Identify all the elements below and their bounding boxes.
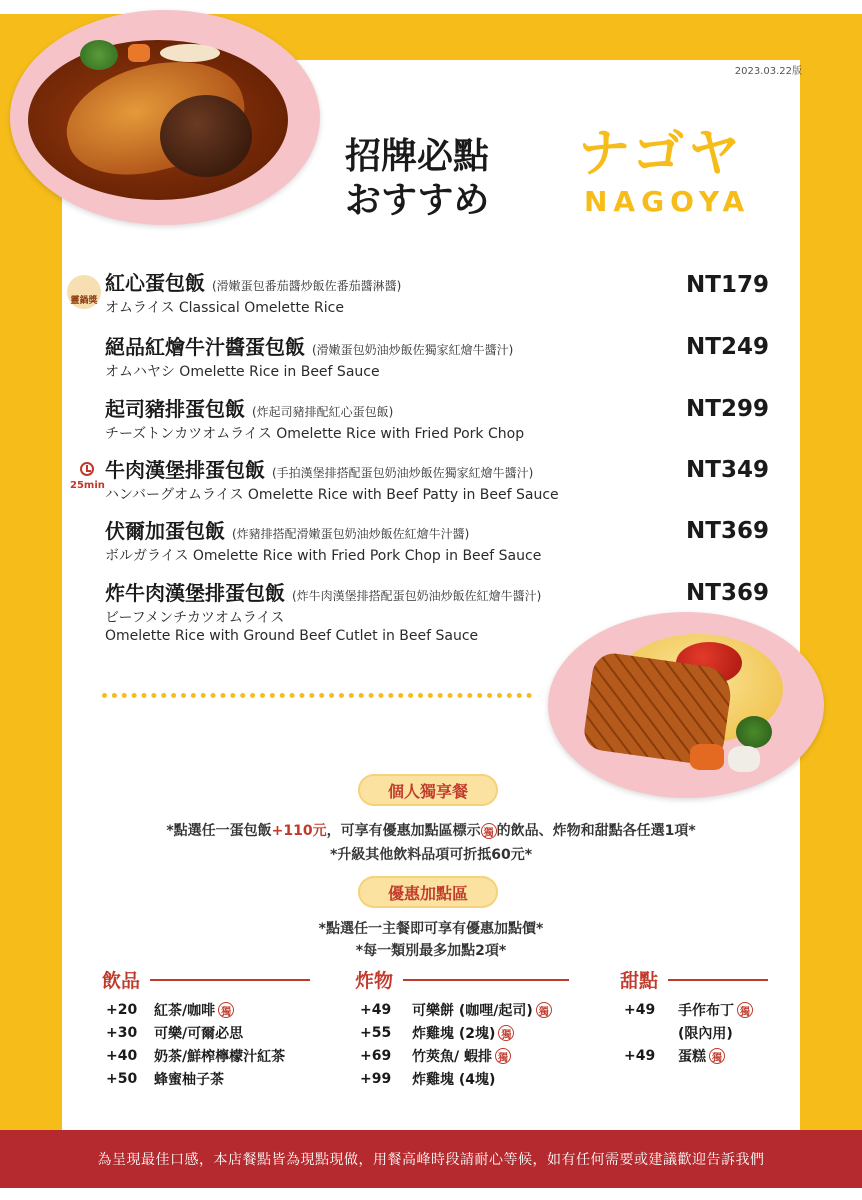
category-title: 甜點 (620, 970, 659, 992)
note-text: 的飲品、炸物和甜點各任選1項* (496, 823, 696, 839)
menu-item-price: NT299 (686, 396, 769, 422)
broccoli-shape (736, 716, 772, 748)
patty-shape (160, 95, 252, 177)
exclusive-mark-icon: 獨 (536, 1002, 552, 1018)
page-title (345, 135, 489, 223)
category-rule (668, 979, 768, 981)
category-heading-fried (355, 966, 569, 993)
menu-item-name: 起司豬排蛋包飯 (105, 397, 245, 421)
addon-name: 蛋糕 (678, 1049, 706, 1065)
addon-price: +50 (106, 1071, 138, 1087)
addon-note: *點選任一主餐即可享有優惠加點價* (318, 921, 544, 937)
carrot-shape (128, 44, 150, 62)
addon-row (106, 1023, 243, 1043)
addon-row (106, 1046, 285, 1066)
addon-price: +49 (360, 1002, 392, 1018)
menu-item (105, 457, 665, 504)
menu-item-price: NT179 (686, 272, 769, 298)
menu-item-desc: (滑嫩蛋包奶油炒飯佐獨家紅燴牛醬汁) (311, 343, 514, 357)
menu-item-desc: (炸豬排搭配滑嫩蛋包奶油炒飯佐紅燴牛汁醬) (231, 527, 470, 541)
addon-price: +55 (360, 1025, 392, 1041)
category-heading-dessert (620, 966, 768, 993)
addon-row (360, 1023, 514, 1043)
addon-name: 炸雞塊 (4塊) (412, 1072, 496, 1088)
logo-latin: NAGOYA (584, 185, 751, 218)
exclusive-mark-icon: 獨 (737, 1002, 753, 1018)
category-title: 炸物 (355, 970, 394, 992)
menu-item-price: NT369 (686, 580, 769, 606)
version-label: 2023.03.22版 (734, 66, 802, 77)
personal-set-note-2: *升級其他飲料品項可折抵60元* (329, 847, 533, 863)
addon-name: 蜂蜜柚子茶 (154, 1072, 224, 1088)
exclusive-mark-icon: 獨 (495, 1048, 511, 1064)
menu-item-name: 牛肉漢堡排蛋包飯 (105, 458, 265, 482)
addon-name: 奶茶/鮮榨檸檬汁紅茶 (154, 1049, 286, 1065)
menu-item-subtitle: オムハヤシ Omelette Rice in Beef Sauce (105, 364, 380, 380)
menu-item-subtitle: チーズトンカツオムライス Omelette Rice with Fried Pork Chop (105, 426, 525, 442)
omelette-hamburg-photo (10, 10, 320, 225)
logo-kana: ナゴヤ (578, 124, 744, 184)
addon-row (624, 1000, 753, 1020)
menu-item (105, 270, 665, 317)
addon-row (624, 1046, 725, 1066)
cook-time-label: 25min (70, 480, 105, 491)
menu-item-subtitle: ビーフメンチカツオムライス (105, 610, 285, 626)
menu-item-desc: (滑嫩蛋包番茄醬炒飯佐番茄醬淋醬) (211, 279, 402, 293)
addon-row (360, 1000, 552, 1020)
menu-item-name: 伏爾加蛋包飯 (105, 519, 225, 543)
addon-name: 手作布丁 (678, 1003, 734, 1019)
menu-item-price: NT249 (686, 334, 769, 360)
addon-price: +49 (624, 1002, 656, 1018)
addon-note-2: *每一類別最多加點2項* (355, 943, 507, 959)
menu-item-subtitle: オムライス Classical Omelette Rice (105, 300, 344, 316)
dotted-divider (102, 693, 532, 698)
menu-item-name: 紅心蛋包飯 (105, 271, 205, 295)
menu-item (105, 518, 665, 565)
category-rule (403, 979, 569, 981)
menu-item-desc: (炸牛肉漢堡排搭配蛋包奶油炒飯佐紅燴牛醬汁) (291, 589, 542, 603)
menu-item-name: 炸牛肉漢堡排蛋包飯 (105, 581, 285, 605)
radish-shape (728, 746, 760, 772)
addon-section-label: 優惠加點區 (358, 876, 498, 908)
addon-price: +49 (624, 1048, 656, 1064)
menu-item (105, 396, 665, 443)
menu-item (105, 334, 665, 381)
addon-name: (限內用) (678, 1026, 733, 1042)
broccoli-shape (80, 40, 118, 70)
addon-price: +99 (360, 1071, 392, 1087)
personal-set-note (62, 820, 800, 840)
footer-notice: 為呈現最佳口感，本店餐點皆為現點現做，用餐高峰時段請耐心等候，如有任何需要或建議歡迎告訴我們 (0, 1130, 862, 1188)
exclusive-mark-icon: 獨 (481, 823, 497, 839)
menu-item-price: NT349 (686, 457, 769, 483)
exclusive-mark-icon: 獨 (498, 1025, 514, 1041)
note-text: ，可享有優惠加點區標示 (326, 823, 481, 839)
addon-price: +20 (106, 1002, 138, 1018)
clock-icon (80, 462, 94, 476)
addon-row (360, 1069, 495, 1089)
addon-name: 紅茶/咖啡 (154, 1003, 216, 1019)
menu-item-subtitle: ハンバーグオムライス Omelette Rice with Beef Patty in Beef Sauce (105, 487, 559, 503)
addon-price: +40 (106, 1048, 138, 1064)
egg-shape (160, 44, 220, 62)
menu-item-subtitle-english: Omelette Rice with Ground Beef Cutlet in Beef Sauce (105, 628, 479, 644)
addon-name: 炸雞塊 (2塊) (412, 1026, 496, 1042)
category-title: 飲品 (102, 970, 141, 992)
addon-price: +69 (360, 1048, 392, 1064)
menu-item-name: 絕品紅燴牛汁醬蛋包飯 (105, 335, 305, 359)
title-line-1: 招牌必點 (345, 136, 490, 177)
addon-row (624, 1023, 733, 1043)
menu-item-subtitle: ボルガライス Omelette Rice with Fried Pork Chop in Beef Sauce (105, 548, 542, 564)
category-heading-drinks (102, 966, 310, 993)
category-rule (150, 979, 310, 981)
addon-row (106, 1069, 224, 1089)
addon-row (360, 1046, 511, 1066)
addon-name: 竹莢魚/ 蝦排 (412, 1049, 492, 1065)
carrot-shape (690, 744, 724, 770)
menu-item-desc: (炸起司豬排配紅心蛋包飯) (251, 405, 394, 419)
award-badge-icon: 靈鍋獎 (67, 275, 101, 309)
surcharge-highlight: +110元 (271, 823, 327, 839)
addon-price: +30 (106, 1025, 138, 1041)
personal-set-label: 個人獨享餐 (358, 774, 498, 806)
menu-item-desc: (手拍漢堡排搭配蛋包奶油炒飯佐獨家紅燴牛醬汁) (271, 466, 534, 480)
note-text: *點選任一蛋包飯 (166, 823, 272, 839)
menu-item-price: NT369 (686, 518, 769, 544)
bottom-margin (0, 1188, 862, 1200)
exclusive-mark-icon: 獨 (218, 1002, 234, 1018)
pork-cutlet-omelette-photo (548, 612, 824, 798)
addon-name: 可樂/可爾必思 (154, 1026, 244, 1042)
menu-item (105, 580, 665, 645)
exclusive-mark-icon: 獨 (709, 1048, 725, 1064)
addon-name: 可樂餅 (咖哩/起司) (412, 1003, 533, 1019)
title-line-2: おすすめ (345, 180, 490, 221)
addon-row (106, 1000, 234, 1020)
